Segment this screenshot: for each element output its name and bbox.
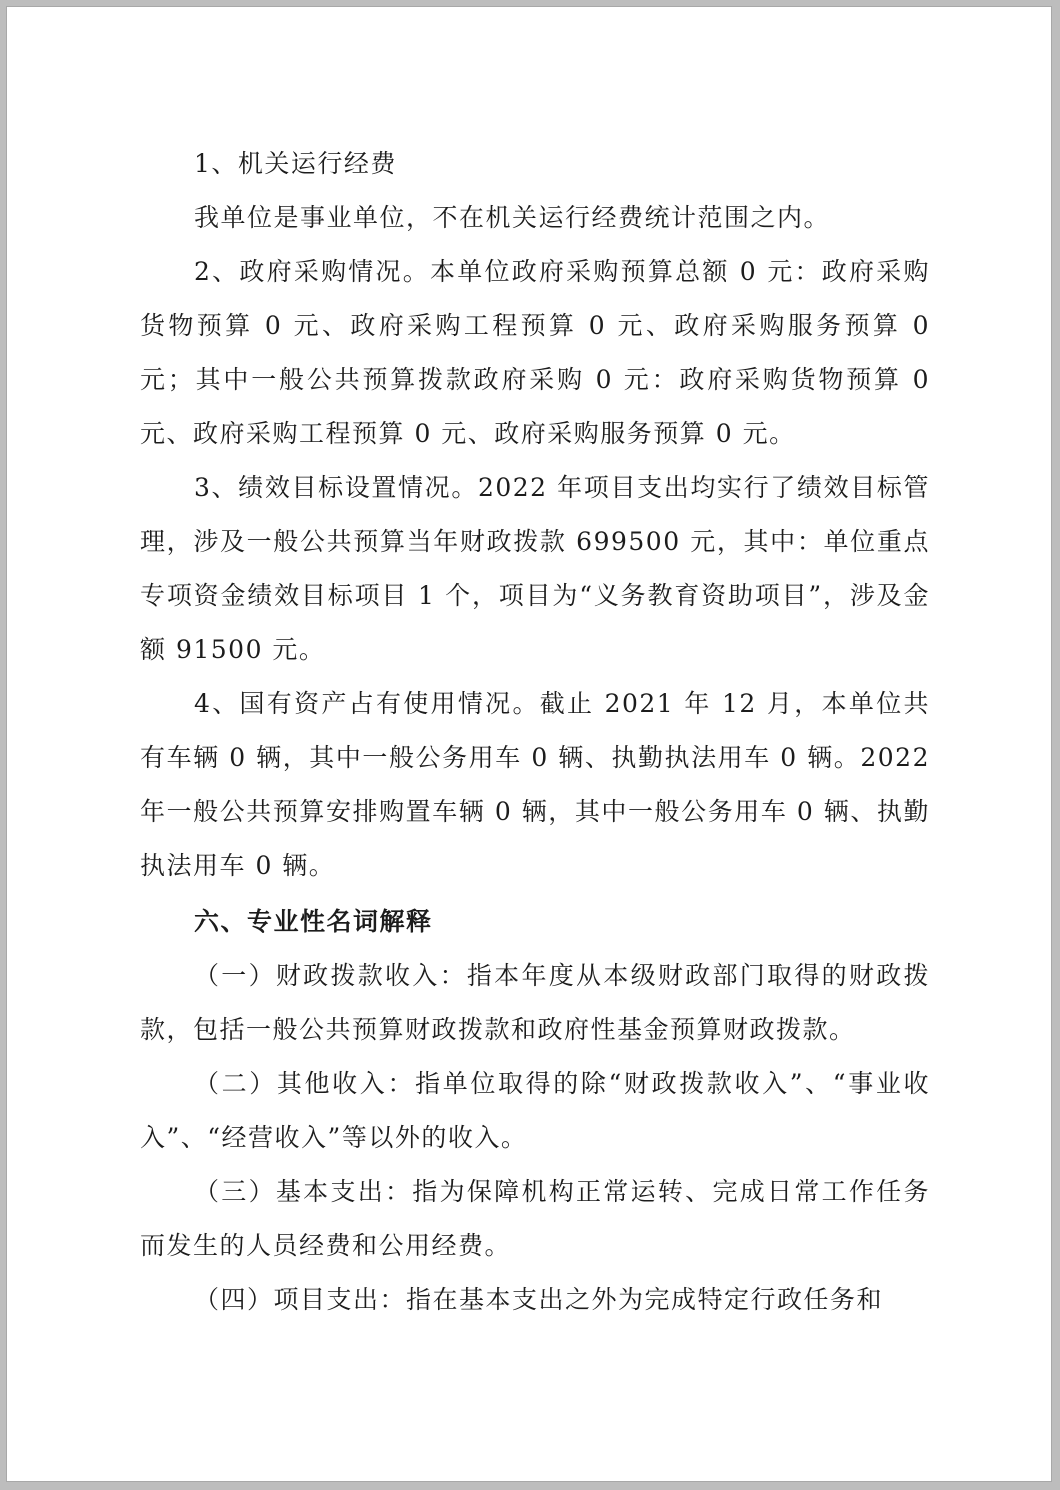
section-heading-terminology: 六、专业性名词解释 bbox=[194, 907, 433, 936]
paragraph-performance-targets: 3、绩效目标设置情况。2022 年项目支出均实行了绩效目标管理，涉及一般公共预算当年财政拨款 699500 元，其中：单位重点专项资金绩效目标项目 1 个，项目为“义务教育资助项目”，涉及金额 91500 元。 bbox=[140, 473, 930, 664]
definition-fiscal-appropriation-income: （一）财政拨款收入：指本年度从本级财政部门取得的财政拨款，包括一般公共预算财政拨款和政府性基金预算财政拨款。 bbox=[140, 961, 930, 1044]
paragraph-operating-expenses-title: 1、机关运行经费 bbox=[194, 149, 397, 178]
paragraph-operating-expenses-note: 我单位是事业单位，不在机关运行经费统计范围之内。 bbox=[194, 203, 831, 232]
document-body bbox=[140, 137, 930, 1327]
definition-project-expenditure: （四）项目支出：指在基本支出之外为完成特定行政任务和 bbox=[194, 1285, 884, 1314]
definition-other-income: （二）其他收入：指单位取得的除“财政拨款收入”、“事业收入”、“经营收入”等以外的收入。 bbox=[140, 1069, 930, 1152]
paragraph-government-procurement: 2、政府采购情况。本单位政府采购预算总额 0 元：政府采购货物预算 0 元、政府采购工程预算 0 元、政府采购服务预算 0 元；其中一般公共预算拨款政府采购 0 元：政府采购货物预算 0 元、政府采购工程预算 0 元、政府采购服务预算 0 元。 bbox=[140, 257, 930, 448]
definition-basic-expenditure: （三）基本支出：指为保障机构正常运转、完成日常工作任务而发生的人员经费和公用经费。 bbox=[140, 1177, 930, 1260]
paragraph-state-assets: 4、国有资产占有使用情况。截止 2021 年 12 月，本单位共有车辆 0 辆，其中一般公务用车 0 辆、执勤执法用车 0 辆。2022 年一般公共预算安排购置车辆 0 辆，其中一般公务用车 0 辆、执勤执法用车 0 辆。 bbox=[140, 689, 930, 880]
document-page bbox=[6, 6, 1052, 1482]
